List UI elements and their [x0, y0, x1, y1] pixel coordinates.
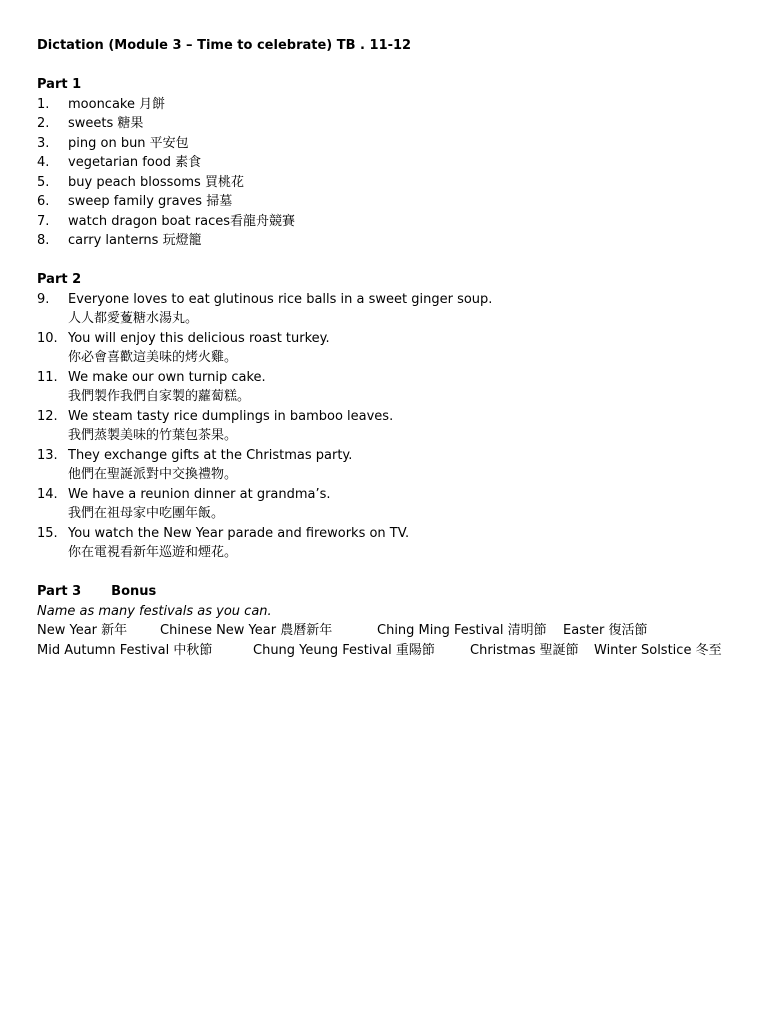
- spacer: [37, 251, 737, 271]
- item-number: 9.: [37, 291, 50, 307]
- english-sentence: We steam tasty rice dumplings in bamboo leaves.: [68, 408, 394, 424]
- spacer: [37, 56, 737, 76]
- item-number: 2.: [37, 116, 50, 131]
- part3-heading-row: [37, 582, 737, 602]
- festival-item: Christmas 聖誕節: [470, 642, 579, 658]
- document-title: Dictation (Module 3 – Time to celebrate) TB . 11-12: [37, 38, 412, 53]
- item-number: 11.: [37, 369, 58, 385]
- item-number: 3.: [37, 135, 50, 151]
- item-number: 5.: [37, 174, 50, 190]
- list-item: [37, 153, 737, 173]
- chinese-sentence: 你必會喜歡這美味的烤火雞。: [68, 350, 238, 365]
- english-sentence: They exchange gifts at the Christmas party.: [68, 447, 353, 463]
- festival-row: [37, 621, 737, 641]
- spacer: [37, 563, 737, 583]
- part2-heading: Part 2: [37, 272, 82, 287]
- festival-item: Mid Autumn Festival 中秋節: [37, 642, 213, 658]
- chinese-sentence: 他們在聖誕派對中交換禮物。: [68, 467, 238, 482]
- english-sentence: Everyone loves to eat glutinous rice balls in a sweet ginger soup.: [68, 291, 493, 307]
- item-number: 1.: [37, 96, 50, 112]
- sentence-item: [37, 446, 737, 485]
- item-number: 15.: [37, 525, 58, 541]
- item-text: ping on bun 平安包: [68, 135, 189, 151]
- chinese-sentence: 你在電視看新年巡遊和煙花。: [68, 545, 238, 560]
- item-text: buy peach blossoms 買桃花: [68, 174, 244, 190]
- sentence-item: [37, 329, 737, 368]
- list-item: [37, 192, 737, 212]
- chinese-sentence: 我們蒸製美味的竹葉包茶果。: [68, 428, 238, 443]
- item-number: 13.: [37, 447, 58, 463]
- festival-item: Easter 復活節: [563, 623, 648, 638]
- festival-item: Chinese New Year 農曆新年: [160, 623, 333, 638]
- english-sentence: We have a reunion dinner at grandma’s.: [68, 486, 331, 502]
- english-sentence: We make our own turnip cake.: [68, 369, 266, 385]
- english-sentence: You watch the New Year parade and fireworks on TV.: [68, 525, 410, 541]
- dictation-document: [37, 36, 737, 660]
- item-number: 8.: [37, 233, 50, 248]
- list-item: [37, 114, 737, 134]
- festival-item: New Year 新年: [37, 623, 128, 638]
- item-number: 10.: [37, 330, 58, 346]
- sentence-item: [37, 524, 737, 563]
- festival-item: Ching Ming Festival 清明節: [377, 623, 547, 638]
- item-text: sweets 糖果: [68, 116, 144, 131]
- chinese-sentence: 人人都愛藑糖水湯丸。: [68, 311, 199, 326]
- item-number: 7.: [37, 213, 50, 229]
- item-text: carry lanterns 玩燈籠: [68, 233, 202, 248]
- english-sentence: You will enjoy this delicious roast turkey.: [68, 330, 330, 346]
- chinese-sentence: 我們在祖母家中吃團年飯。: [68, 506, 225, 521]
- festival-item: Winter Solstice 冬至: [594, 642, 722, 658]
- item-text: vegetarian food 素食: [68, 155, 202, 170]
- festival-row: [37, 641, 737, 661]
- part3-heading: Part 3: [37, 584, 82, 599]
- list-item: [37, 173, 737, 193]
- item-number: 14.: [37, 486, 58, 502]
- list-item: [37, 95, 737, 115]
- sentence-item: [37, 485, 737, 524]
- item-number: 4.: [37, 155, 50, 170]
- item-number: 12.: [37, 408, 58, 424]
- item-text: sweep family graves 掃墓: [68, 194, 233, 209]
- sentence-item: [37, 368, 737, 407]
- bonus-instruction: Name as many festivals as you can.: [37, 603, 272, 619]
- list-item: [37, 231, 737, 251]
- festival-item: Chung Yeung Festival 重陽節: [253, 642, 435, 658]
- list-item: [37, 134, 737, 154]
- item-text: mooncake 月餅: [68, 96, 166, 112]
- item-text: watch dragon boat races看龍舟競賽: [68, 213, 295, 229]
- sentence-item: [37, 290, 737, 329]
- part1-heading: Part 1: [37, 77, 82, 92]
- item-number: 6.: [37, 194, 50, 209]
- list-item: [37, 212, 737, 232]
- sentence-item: [37, 407, 737, 446]
- chinese-sentence: 我們製作我們自家製的蘿蔔糕。: [68, 389, 251, 404]
- bonus-label: Bonus: [111, 584, 157, 599]
